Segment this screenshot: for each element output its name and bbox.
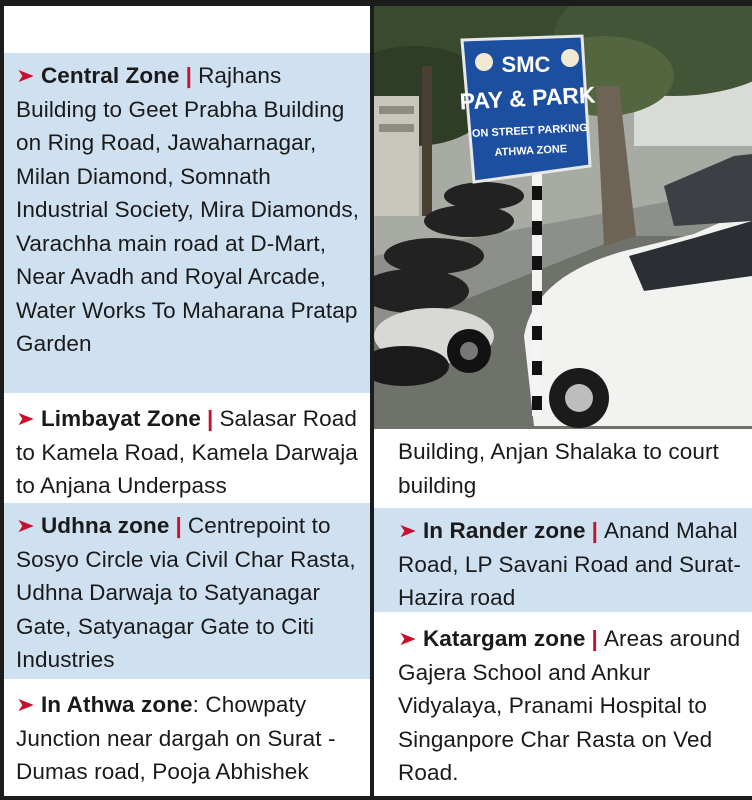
separator-bar: | [175,513,182,538]
sign-smc: SMC [501,52,551,77]
zone-description: Salasar Road to Kamela Road, Kamela Darwaja to Anjana Underpass [16,406,358,498]
arrow-icon: ➤ [16,407,35,430]
sign-athwa-zone: ATHWA ZONE [494,143,568,159]
arrow-icon: ➤ [398,627,417,650]
katargam-zone-block [374,616,752,796]
sign-pay-and-park: PAY & PARK [459,81,597,115]
arrow-icon: ➤ [16,693,35,716]
separator-bar: | [185,63,193,88]
arrow-icon: ➤ [16,514,35,537]
zone-title: Udhna zone [40,513,170,538]
continuation-text: Building, Anjan Shalaka to court building [398,439,719,498]
separator-bar: | [591,518,599,543]
parking-photo [374,6,752,429]
arrow-icon: ➤ [398,519,417,542]
zone-title: Katargam zone [422,626,586,651]
zone-title: In Rander zone [422,518,586,543]
bottom-border [0,796,752,800]
sign-on-street-parking: ON STREET PARKING [471,121,589,141]
separator-bar: | [591,626,598,651]
zone-title: Limbayat Zone [40,406,202,431]
zone-title: In Athwa zone [40,692,193,717]
zone-description: : Chowpaty Junction near dargah on Surat -Dumas road, Pooja Abhishek [16,692,336,784]
udhna-zone-block [4,503,370,679]
zone-description: Areas around Gajera School and Ankur Vidyalaya, Pranami Hospital to Singanpore Char Rasta on Ved Road. [398,626,741,785]
zone-title: Central Zone [40,63,180,88]
zone-description: Centrepoint to Sosyo Circle via Civil Char Rasta, Udhna Darwaja to Satyanagar Gate, Satyanagar Gate to Citi Industries [16,513,356,672]
rander-zone-block [374,508,752,612]
central-zone-block [4,53,370,393]
zone-description: Rajhans Building to Geet Prabha Building on Ring Road, Jawaharnagar, Milan Diamond, Somnath Industrial Society, Mira Diamonds, Varachha main road at D-Mart, Near Avadh and Royal Arcade, Water Works To Maharana Pratap Garden [16,63,360,356]
athwa-continuation-block [374,429,752,506]
athwa-zone-block [4,682,370,796]
arrow-icon: ➤ [16,64,35,87]
separator-bar: | [207,406,214,431]
street-parking-photo [374,6,752,429]
sign-pole [532,166,542,416]
zone-description: Anand Mahal Road, LP Savani Road and Surat-Hazira road [398,518,741,610]
limbayat-zone-block [4,396,370,500]
